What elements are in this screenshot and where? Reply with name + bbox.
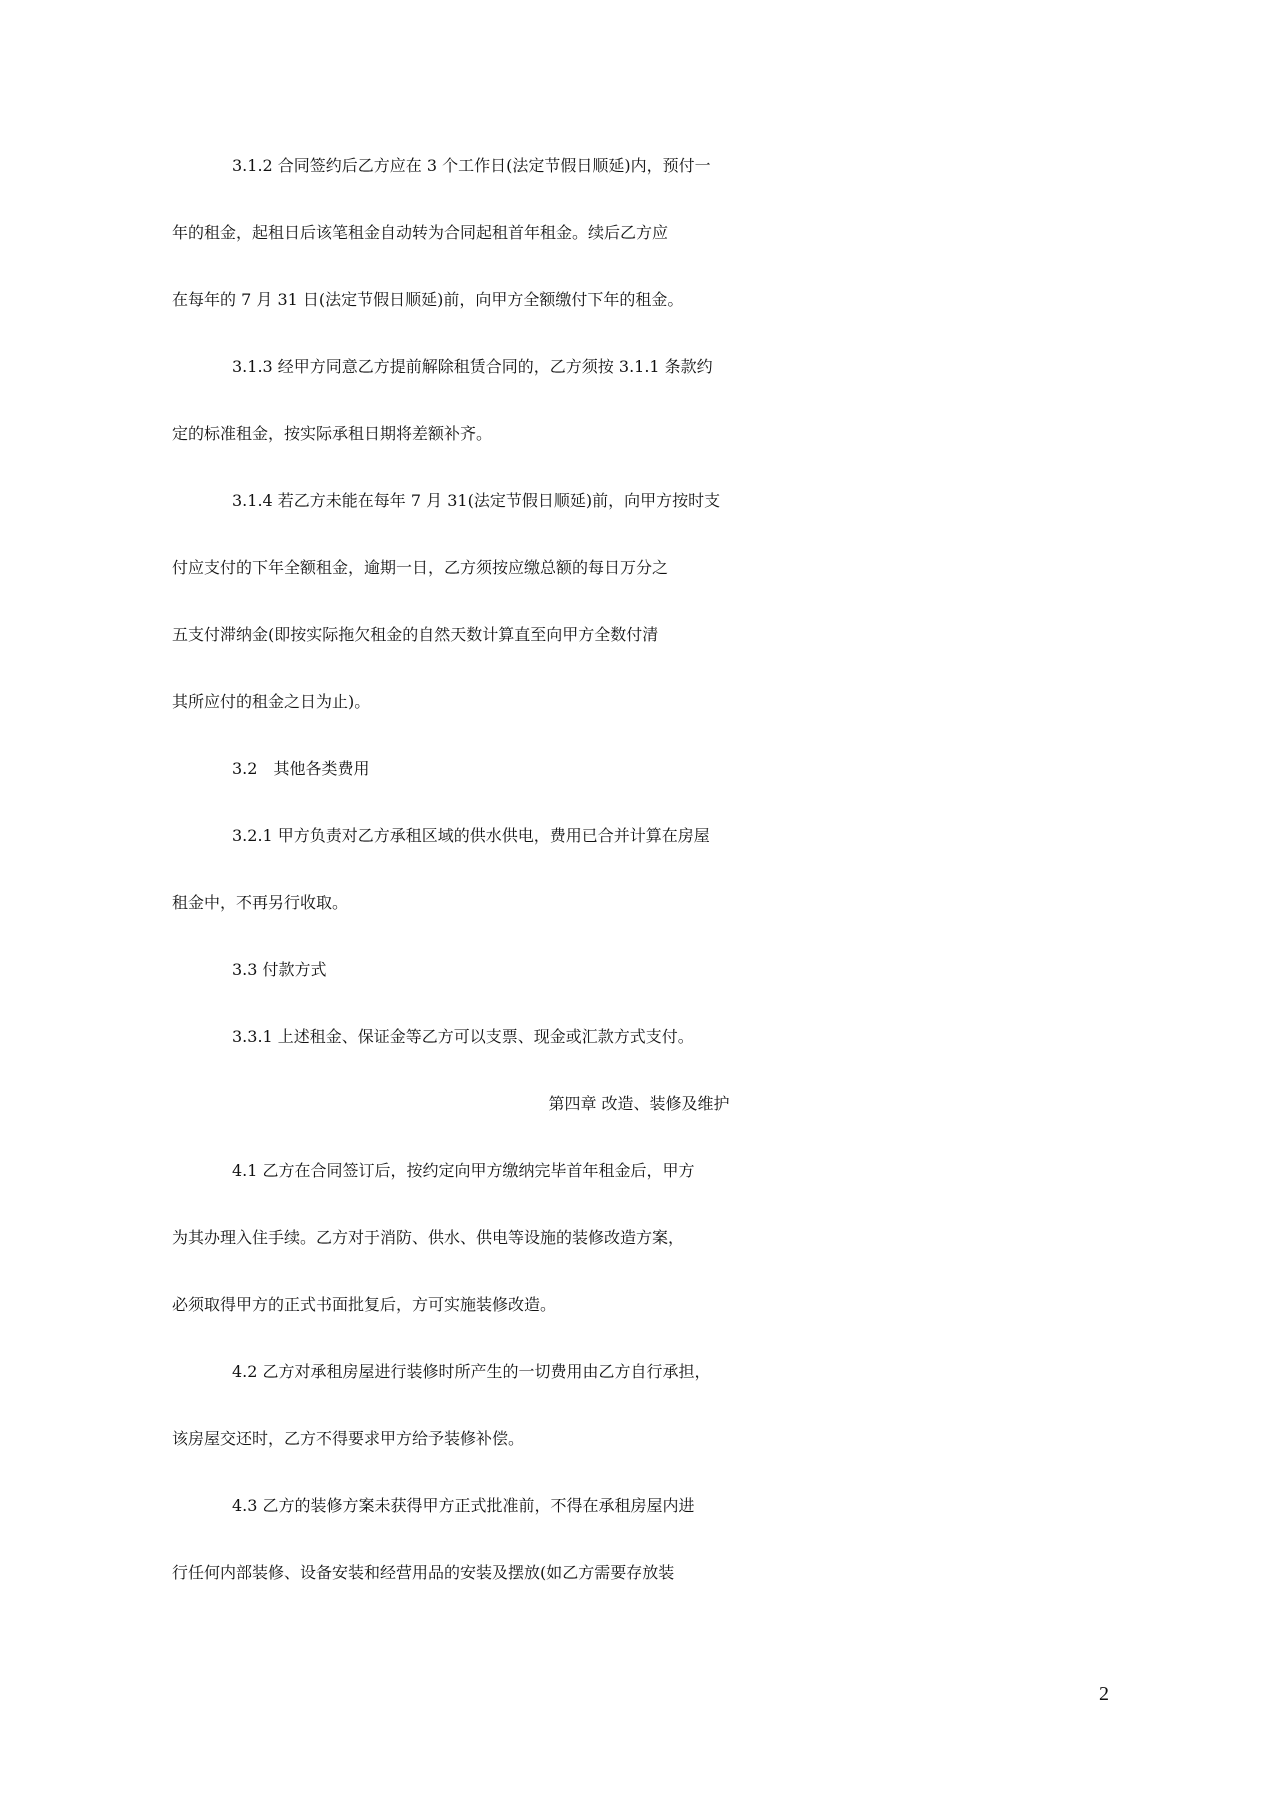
chapter-heading-4	[172, 1091, 1106, 1158]
text-line: 五支付滞纳金(即按实际拖欠租金的自然天数计算直至向甲方全数付清	[172, 625, 659, 644]
paragraph-3-3-1	[172, 1024, 1106, 1091]
text-line: 3.1.3 经甲方同意乙方提前解除租赁合同的，乙方须按 3.1.1 条款约	[232, 357, 713, 376]
paragraph-4-1	[172, 1158, 1106, 1359]
text-line: 4.1 乙方在合同签订后，按约定向甲方缴纳完毕首年租金后，甲方	[232, 1161, 695, 1180]
paragraph-3-1-4	[172, 488, 1106, 756]
paragraph-3-2-1	[172, 823, 1106, 957]
text-line: 必须取得甲方的正式书面批复后，方可实施装修改造。	[172, 1295, 557, 1314]
document-body	[172, 153, 1106, 1627]
text-line: 在每年的 7 月 31 日(法定节假日顺延)前，向甲方全额缴付下年的租金。	[172, 290, 684, 309]
text-line: 3.2 其他各类费用	[232, 759, 370, 778]
text-line: 4.3 乙方的装修方案未获得甲方正式批准前，不得在承租房屋内进	[232, 1496, 695, 1515]
text-line: 其所应付的租金之日为止)。	[172, 692, 371, 711]
text-line: 付应支付的下年全额租金，逾期一日，乙方须按应缴总额的每日万分之	[172, 558, 669, 577]
text-line: 3.2.1 甲方负责对乙方承租区域的供水供电，费用已合并计算在房屋	[232, 826, 710, 845]
text-line: 3.1.2 合同签约后乙方应在 3 个工作日(法定节假日顺延)内，预付一	[232, 156, 711, 175]
text-line: 行任何内部装修、设备安装和经营用品的安装及摆放(如乙方需要存放装	[172, 1563, 675, 1582]
text-line: 租金中，不再另行收取。	[172, 893, 349, 912]
chapter-title: 第四章 改造、装修及维护	[548, 1094, 730, 1113]
paragraph-3-1-2	[172, 153, 1106, 354]
text-line: 3.3.1 上述租金、保证金等乙方可以支票、现金或汇款方式支付。	[232, 1027, 694, 1046]
page-number: 2	[1099, 1683, 1109, 1705]
text-line: 3.3 付款方式	[232, 960, 327, 979]
section-heading-3-3	[172, 957, 1106, 1024]
text-line: 3.1.4 若乙方未能在每年 7 月 31(法定节假日顺延)前，向甲方按时支	[232, 491, 721, 510]
paragraph-3-1-3	[172, 354, 1106, 488]
paragraph-4-3	[172, 1493, 1106, 1627]
text-line: 为其办理入住手续。乙方对于消防、供水、供电等设施的装修改造方案，	[172, 1228, 685, 1247]
text-line: 定的标准租金，按实际承租日期将差额补齐。	[172, 424, 493, 443]
paragraph-4-2	[172, 1359, 1106, 1493]
text-line: 年的租金，起租日后该笔租金自动转为合同起租首年租金。续后乙方应	[172, 223, 669, 242]
text-line: 该房屋交还时，乙方不得要求甲方给予装修补偿。	[172, 1429, 525, 1448]
text-line: 4.2 乙方对承租房屋进行装修时所产生的一切费用由乙方自行承担，	[232, 1362, 711, 1381]
section-heading-3-2	[172, 756, 1106, 823]
